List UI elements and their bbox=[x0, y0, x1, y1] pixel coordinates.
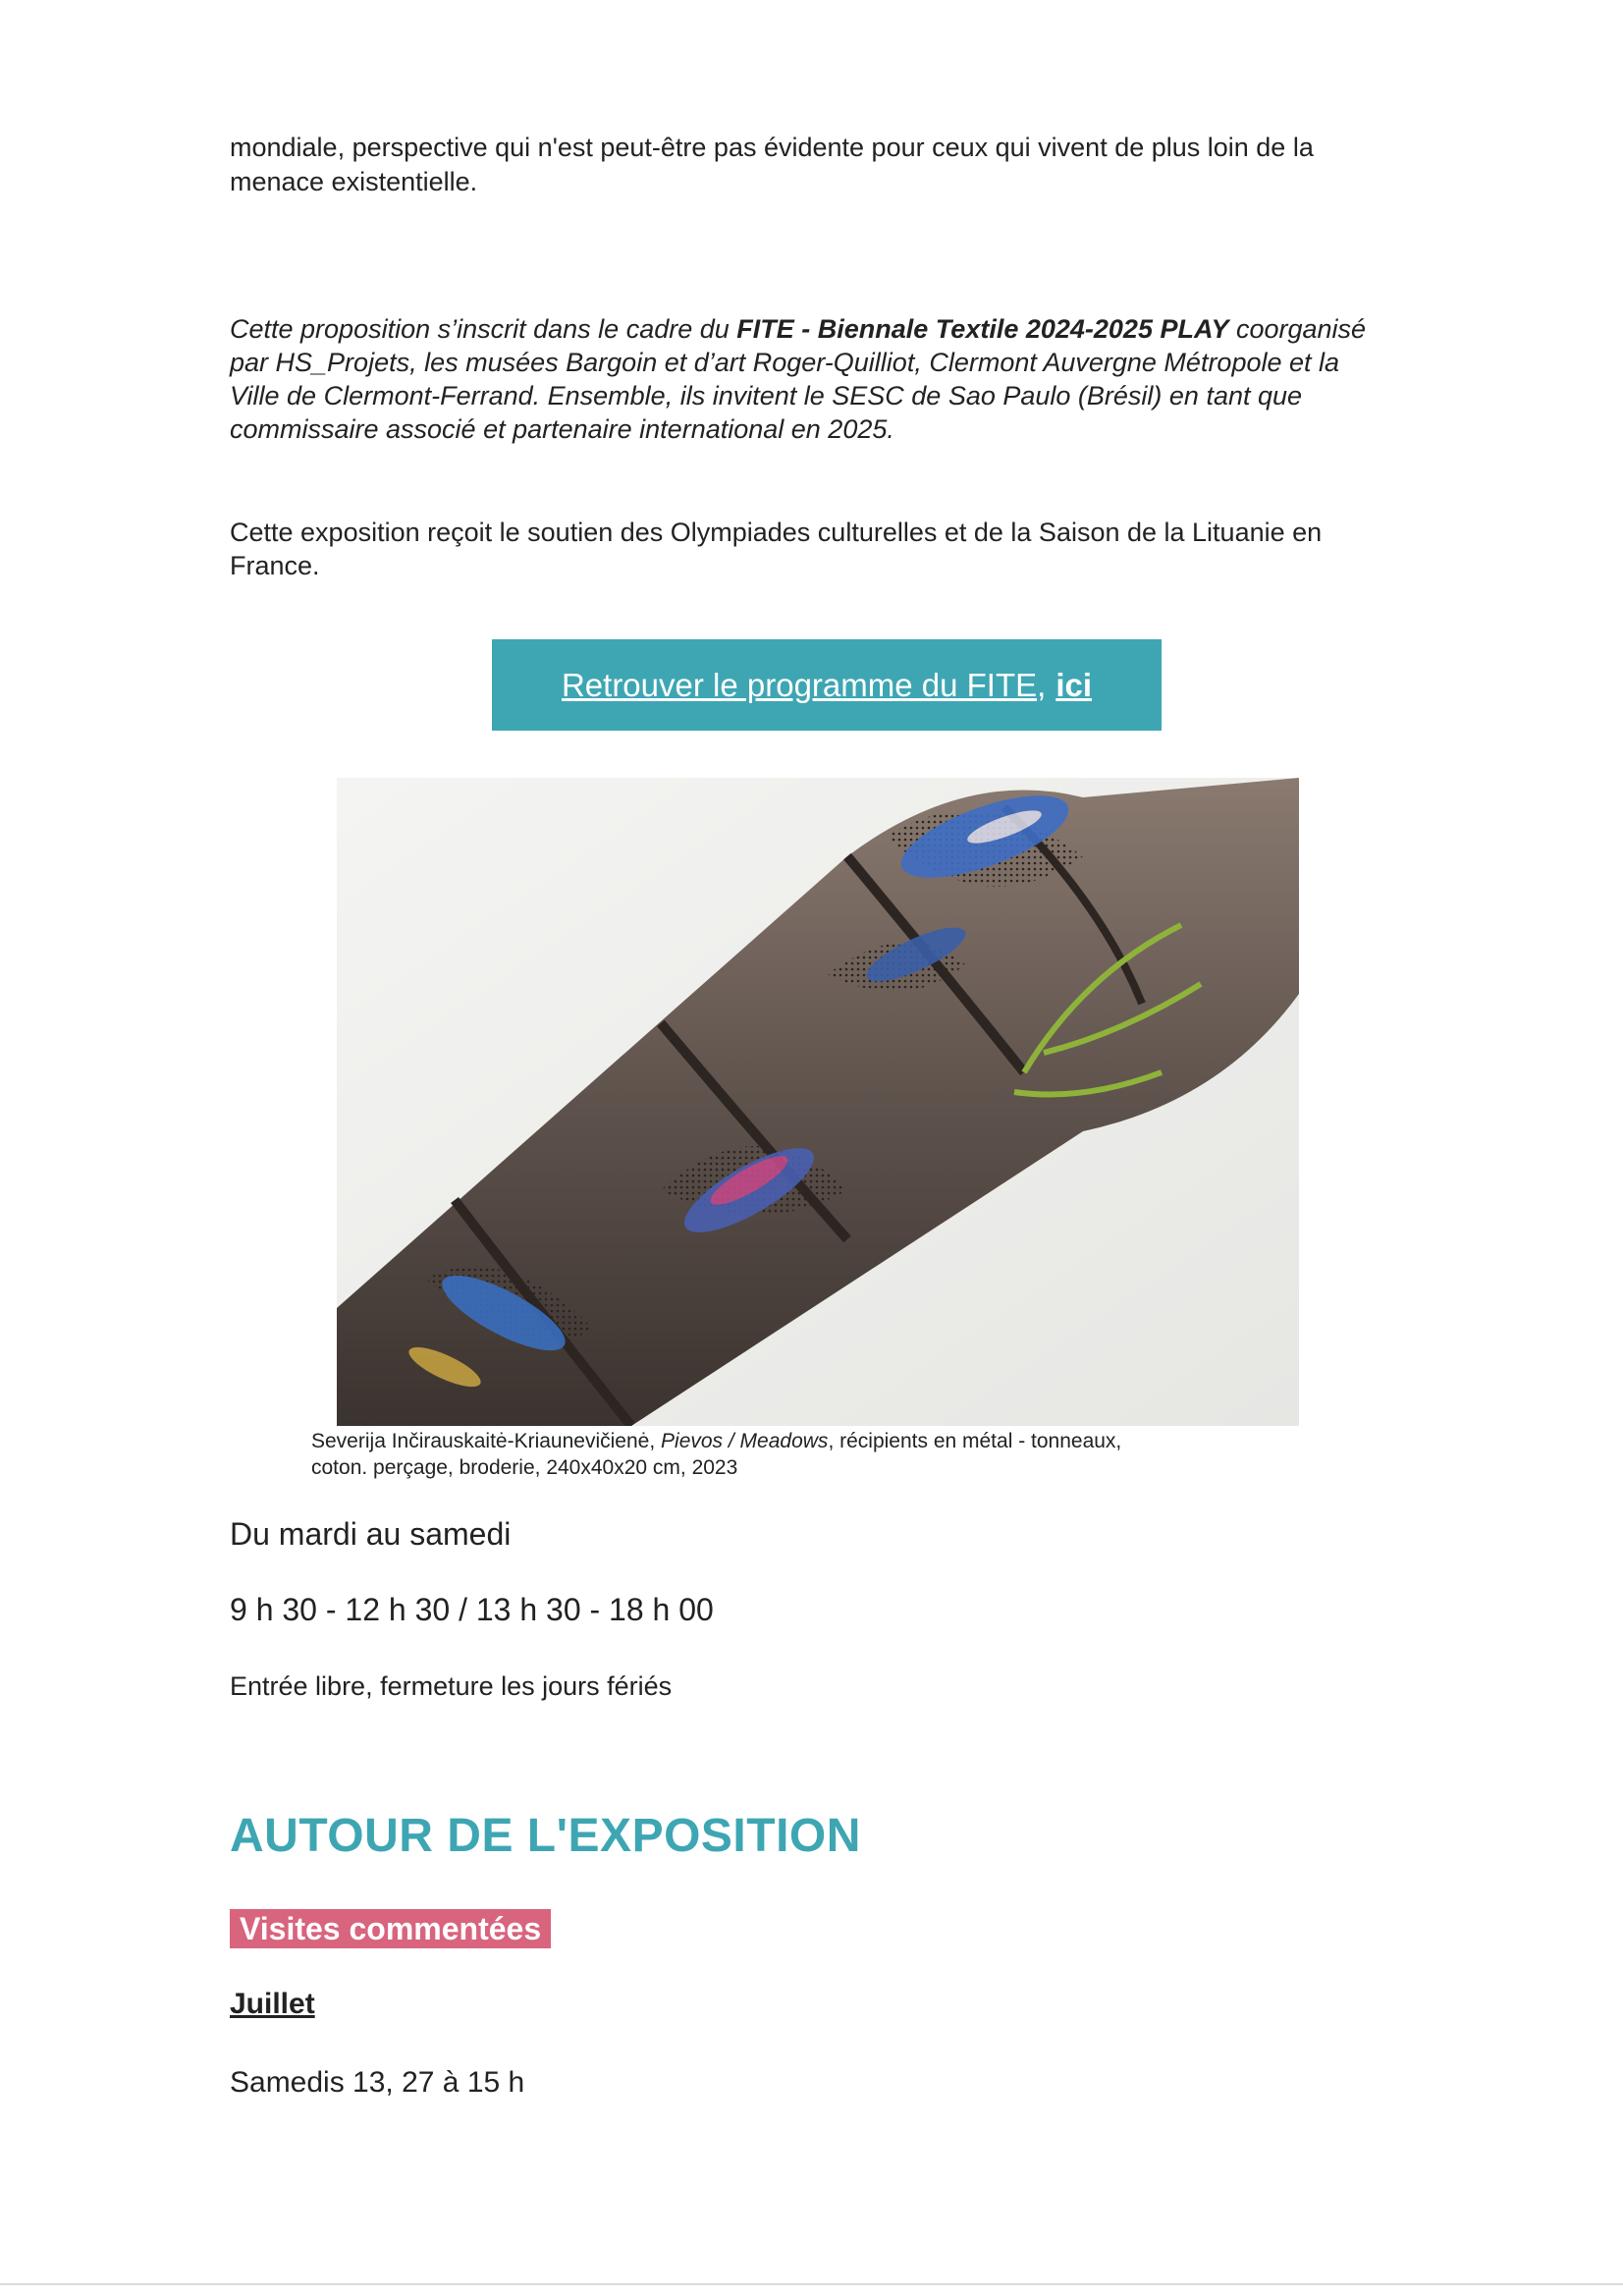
photo-caption bbox=[311, 1428, 1293, 1481]
artwork-title: Pievos / Meadows bbox=[661, 1430, 829, 1452]
context-line-3: Ville de Clermont-Ferrand. Ensemble, ils invitent le SESC de Sao Paulo (Brésil) en tant que bbox=[230, 381, 1303, 410]
artwork-photo bbox=[337, 778, 1299, 1426]
context-line-4: commissaire associé et partenaire international en 2025. bbox=[230, 414, 894, 444]
support-line-1: Cette exposition reçoit le soutien des Olympiades culturelles et de la Saison de la Lituanie en bbox=[230, 518, 1323, 547]
support-line-2: France. bbox=[230, 551, 320, 580]
intro-line-2: menace existentielle. bbox=[230, 167, 478, 196]
fite-name: FITE - Biennale Textile 2024-2025 PLAY bbox=[736, 314, 1229, 344]
opening-days: Du mardi au samedi bbox=[230, 1516, 512, 1552]
context-line-1: Cette proposition s’inscrit dans le cadre du FITE - Biennale Textile 2024-2025 PLAY coorganisé bbox=[230, 314, 1367, 344]
cta-label: Retrouver le programme du FITE, bbox=[561, 666, 1047, 703]
caption-line-1: Severija Inčirauskaitė-Kriaunevičienė, Pievos / Meadows, récipients en métal - tonneaux, bbox=[311, 1430, 1122, 1452]
guided-tours-tag: Visites commentées bbox=[230, 1909, 551, 1948]
caption-line-2: coton. perçage, broderie, 240x40x20 cm, 2023 bbox=[311, 1456, 738, 1479]
intro-line-1: mondiale, perspective qui n'est peut-être pas évidente pour ceux qui vivent de plus loin de la bbox=[230, 133, 1314, 162]
tour-dates: Samedis 13, 27 à 15 h bbox=[230, 2066, 525, 2099]
page-bottom-rule bbox=[0, 2283, 1623, 2285]
context-line-2: par HS_Projets, les musées Bargoin et d’art Roger-Quilliot, Clermont Auvergne Métropole et la bbox=[230, 348, 1340, 377]
cta-bold-label: ici bbox=[1055, 666, 1093, 703]
fite-program-link-button[interactable] bbox=[492, 639, 1162, 731]
opening-hours: 9 h 30 - 12 h 30 / 13 h 30 - 18 h 00 bbox=[230, 1592, 714, 1627]
section-title: AUTOUR DE L'EXPOSITION bbox=[230, 1810, 861, 1862]
entry-info: Entrée libre, fermeture les jours fériés bbox=[230, 1671, 673, 1701]
embroidered-barrels-image bbox=[337, 778, 1299, 1426]
month-heading: Juillet bbox=[230, 1988, 315, 2020]
